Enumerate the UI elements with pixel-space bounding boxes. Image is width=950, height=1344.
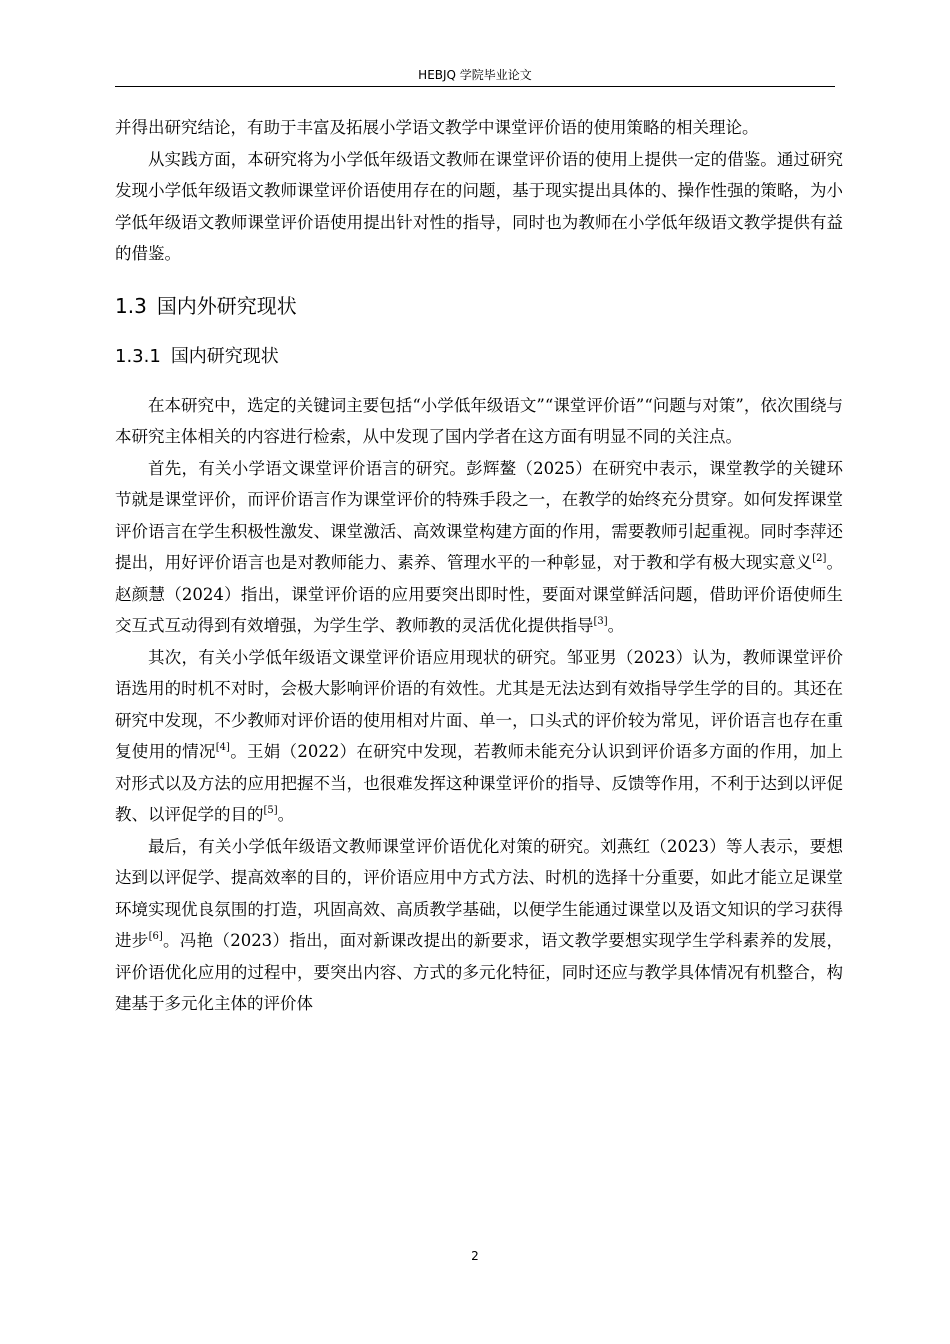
section-heading <box>115 290 843 342</box>
text-run: 。 <box>607 616 625 635</box>
text-run: 最后，有关小学低年级语文教师课堂评价语优化对策的研究。刘燕红（2023）等人表示，要想达到以评促学、提高效率的目的，评价语应用中方式方法、时机的选择十分重要，如此才能立足课堂环境实现优良氛围的打造，巩固高效、高质教学基础，以便学生能通过课堂以及语文知识的学习获得进步 <box>115 836 843 950</box>
header-rule <box>115 86 835 87</box>
citation-5: [5] <box>263 805 278 816</box>
text-run: 。王娟（2022）在研究中发现，若教师未能充分认识到评价语多方面的作用，加上对形式以及方法的应用把握不当，也很难发挥这种课堂评价的指导、反馈等作用，不利于达到以评促教、以评促学的目的 <box>115 742 843 824</box>
subsection-number: 1.3.1 <box>115 345 161 367</box>
section-title: 国内外研究现状 <box>156 293 297 318</box>
page-header: HEBJQ 学院毕业论文 <box>418 68 532 82</box>
paragraph-first-research <box>115 453 843 642</box>
paragraph-practice: 从实践方面，本研究将为小学低年级语文教师在课堂评价语的使用上提供一定的借鉴。通过研究发现小学低年级语文教师课堂评价语使用存在的问题，基于现实提出具体的、操作性强的策略，为小学低年级语文教师课堂评价语使用提出针对性的指导，同时也为教师在小学低年级语文教学提供有益的借鉴。 <box>115 149 843 263</box>
text-run: 。冯艳（2023）指出，面对新课改提出的新要求，语文教学要想实现学生学科素养的发展，评价语优化应用的过程中，要突出内容、方式的多元化特征，同时还应与教学具体情况有机整合，构建基于多元化主体的评价体 <box>115 931 843 1013</box>
paragraph-final-research <box>115 831 843 1020</box>
citation-2: [2] <box>812 553 827 564</box>
section-number: 1.3 <box>115 293 147 318</box>
citation-3: [3] <box>593 616 608 627</box>
citation-6: [6] <box>148 931 163 942</box>
citation-4: [4] <box>215 742 230 753</box>
paragraph-continuation: 并得出研究结论，有助于丰富及拓展小学语文教学中课堂评价语的使用策略的相关理论。 <box>115 118 759 137</box>
paragraph-second-research <box>115 642 843 831</box>
paragraph-keywords: 在本研究中，选定的关键词主要包括“小学低年级语文”“课堂评价语”“问题与对策”，依次围绕与本研究主体相关的内容进行检索，从中发现了国内学者在这方面有明显不同的关注点。 <box>115 395 843 446</box>
subsection-heading <box>115 342 843 390</box>
subsection-title: 国内研究现状 <box>170 345 279 367</box>
text-run: 。 <box>277 805 295 824</box>
text-run: 。赵颜慧（2024）指出，课堂评价语的应用要突出即时性，要面对课堂鲜活问题，借助评价语使师生交互式互动得到有效增强，为学生学、教师教的灵活优化提供指导 <box>115 553 844 635</box>
text-run: 首先，有关小学语文课堂评价语言的研究。彭辉鳌（2025）在研究中表示，课堂教学的关键环节就是课堂评价，而评价语言作为课堂评价的特殊手段之一，在教学的始终充分贯穿。如何发挥课堂评价语言在学生积极性激发、课堂激活、高效课堂构建方面的作用，需要教师引起重视。同时李萍还提出，用好评价语言也是对教师能力、素养、管理水平的一种彰显，对于教和学有极大现实意义 <box>115 458 843 572</box>
page-content <box>115 112 843 1020</box>
text-run: 其次，有关小学低年级语文课堂评价语应用现状的研究。邹亚男（2023）认为，教师课堂评价语选用的时机不对时，会极大影响评价语的有效性。尤其是无法达到有效指导学生学的目的。其还在研究中发现，不少教师对评价语的使用相对片面、单一，口头式的评价较为常见，评价语言也存在重复使用的情况 <box>115 647 843 761</box>
page-number: 2 <box>471 1249 479 1263</box>
